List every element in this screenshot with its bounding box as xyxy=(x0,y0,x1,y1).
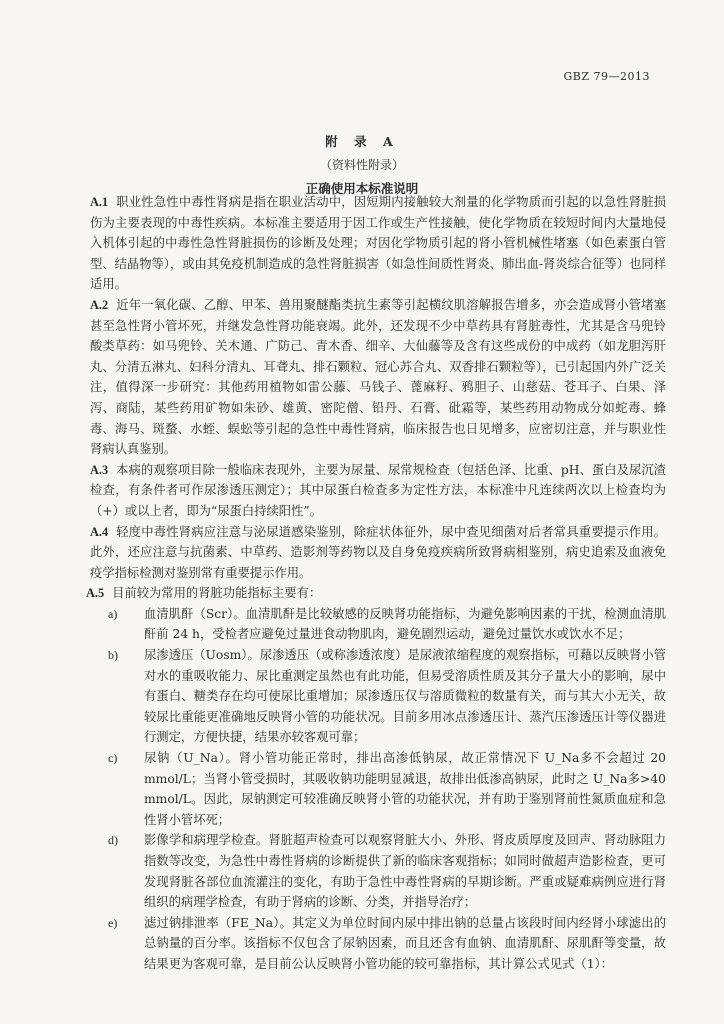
section-a1 xyxy=(90,192,666,295)
section-number: A.2 xyxy=(90,297,109,312)
appendix-title: 附 录 A xyxy=(325,134,399,149)
section-text: 轻度中毒性肾病应注意与泌尿道感染鉴别，除症状体征外，尿中查见细菌对后者常具重要提示作用。此外，还应注意与抗菌素、中草药、造影剂等药物以及自身免疫疾病所致肾病相鉴别，病史追索及血液免疫学指标检测对鉴别常有重要提示作用。 xyxy=(90,524,666,580)
section-text: 职业性急性中毒性肾病是指在职业活动中，因短期内接触较大剂量的化学物质而引起的以急性肾脏损伤为主要表现的中毒性疾病。本标准主要适用于因工作或生产性接触，使化学物质在较短时间内大量地侵入机体引起的中毒性急性肾脏损伤的诊断及处理；对因化学物质引起的肾小管机械性堵塞（如色素蛋白管型、结晶物等），或由其免疫机制造成的急性肾脏损害（如急性间质性肾炎、肺出血-肾炎综合征等）也同样适用。 xyxy=(90,195,666,292)
list-item-label: d) xyxy=(108,833,118,848)
section-a5 xyxy=(86,583,666,604)
list-item-text: 尿钠（U_Na）。肾小管功能正常时，排出高渗低钠尿，故正常情况下 U_Na多不会超过 20 mmol/L；当肾小管受损时，其吸收钠功能明显减退，故排出低渗高钠尿，此时之 U_Na多>40 mmol/L。因此，尿钠测定可较准确反映肾小管的功能状况，并有助于鉴别肾前性氮质血症和急性肾小管坏死； xyxy=(144,751,666,827)
list-item xyxy=(90,913,666,975)
appendix-subtitle: （资料性附录） xyxy=(319,158,404,172)
section-a4 xyxy=(90,522,666,584)
list-item xyxy=(90,748,666,830)
section-a3 xyxy=(90,460,666,522)
list-item-label: e) xyxy=(108,915,118,930)
document-body xyxy=(86,192,666,975)
list-item-label: c) xyxy=(108,751,118,766)
section-number: A.3 xyxy=(90,462,109,477)
list-item-text: 影像学和病理学检查。肾脏超声检查可以观察肾脏大小、外形、肾皮质厚度及回声、肾动脉阻力指数等改变，为急性中毒性肾病的诊断提供了新的临床客观指标；如同时做超声造影检查，更可发现肾脏各部位血流灌注的变化，有助于急性中毒性肾病的早期诊断。严重或疑难病例应进行肾组织的病理学检查，有助于肾病的诊断、分类，并指导治疗； xyxy=(144,833,666,910)
section-number: A.5 xyxy=(86,586,105,601)
list-item xyxy=(90,645,666,748)
list-item xyxy=(90,830,666,912)
section-number: A.1 xyxy=(90,195,109,209)
section-number: A.4 xyxy=(90,524,109,539)
list-item-text: 血清肌酐（Scr）。血清肌酐是比较敏感的反映肾功能指标，为避免影响因素的干扰，检测血清肌酐前 24 h，受检者应避免过量进食动物肌肉，避免剧烈运动，避免过量饮水或饮水不足； xyxy=(144,606,666,642)
section-a2 xyxy=(90,295,666,460)
list-item-label: b) xyxy=(108,648,118,663)
standard-code: GBZ 79—2013 xyxy=(563,70,650,83)
section-text: 近年一氧化碳、乙醇、甲苯、兽用聚醚酯类抗生素等引起横纹肌溶解报告增多，亦会造成肾小管堵塞甚至急性肾小管坏死，并继发急性肾功能衰竭。此外，还发现不少中草药具有肾脏毒性，尤其是含马兜铃酸类草药：如马兜铃、关木通、广防己、青木香、细辛、大仙藤等及含有这些成份的中成药（如龙胆泻肝丸、分清五淋丸、妇科分清丸、耳聋丸、排石颗粒、冠心苏合丸、双香排石颗粒等），已引起国内外广泛关注，值得深一步研究：其他药用植物如雷公藤、马钱子、蓖麻籽、鸦胆子、山慈菇、苍耳子、白果、泽泻、商陆，某些药用矿物如朱砂、雄黄、密陀僧、铅丹、石膏、砒霜等，某些药用动物成分如蛇毒、蜂毒、海马、斑蝥、水蛭、蜈蚣等引起的急性中毒性肾病，临床报告也日见增多，应密切注意，并与职业性肾病认真鉴别。 xyxy=(90,297,666,457)
list-item-text: 滤过钠排泄率（FE_Na）。其定义为单位时间内尿中排出钠的总量占该段时间内经肾小球滤出的总钠量的百分率。该指标不仅包含了尿钠因素，而且还含有血钠、血清肌酐、尿肌酐等变量，故结果更为客观可靠，是目前公认反映肾小管功能的较可靠指标，其计算公式见式（1）： xyxy=(144,915,666,971)
list-item-text: 尿渗透压（Uosm）。尿渗透压（或称渗透浓度）是尿液浓缩程度的观察指标，可藉以反映肾小管对水的重吸收能力、尿比重测定虽然也有此功能，但易受溶质性质及其分子量大小的影响，尿中有蛋白、糖类存在均可使尿比重增加；尿渗透压仅与溶质微粒的数量有关，而与其大小无关，故较尿比重能更准确地反映肾小管的功能状况。目前多用冰点渗透压计、蒸汽压渗透压计等仪器进行测定，方便快捷，结果亦较客观可靠； xyxy=(144,648,666,745)
appendix-titles xyxy=(0,132,724,197)
section-text: 目前较为常用的肾脏功能指标主要有： xyxy=(112,586,322,601)
list-item-label: a) xyxy=(108,606,118,621)
appendix-heading: 正确使用本标准说明 xyxy=(305,181,419,196)
section-text: 本病的观察项目除一般临床表现外，主要为尿量、尿常规检查（包括色泽、比重、pH、蛋白及尿沉渣检查，有条件者可作尿渗透压测定）；其中尿蛋白检查多为定性方法，本标准中凡连续两次以上检查均为（+）或以上者，即为“尿蛋白持续阳性”。 xyxy=(90,462,666,518)
list-item xyxy=(90,604,666,645)
